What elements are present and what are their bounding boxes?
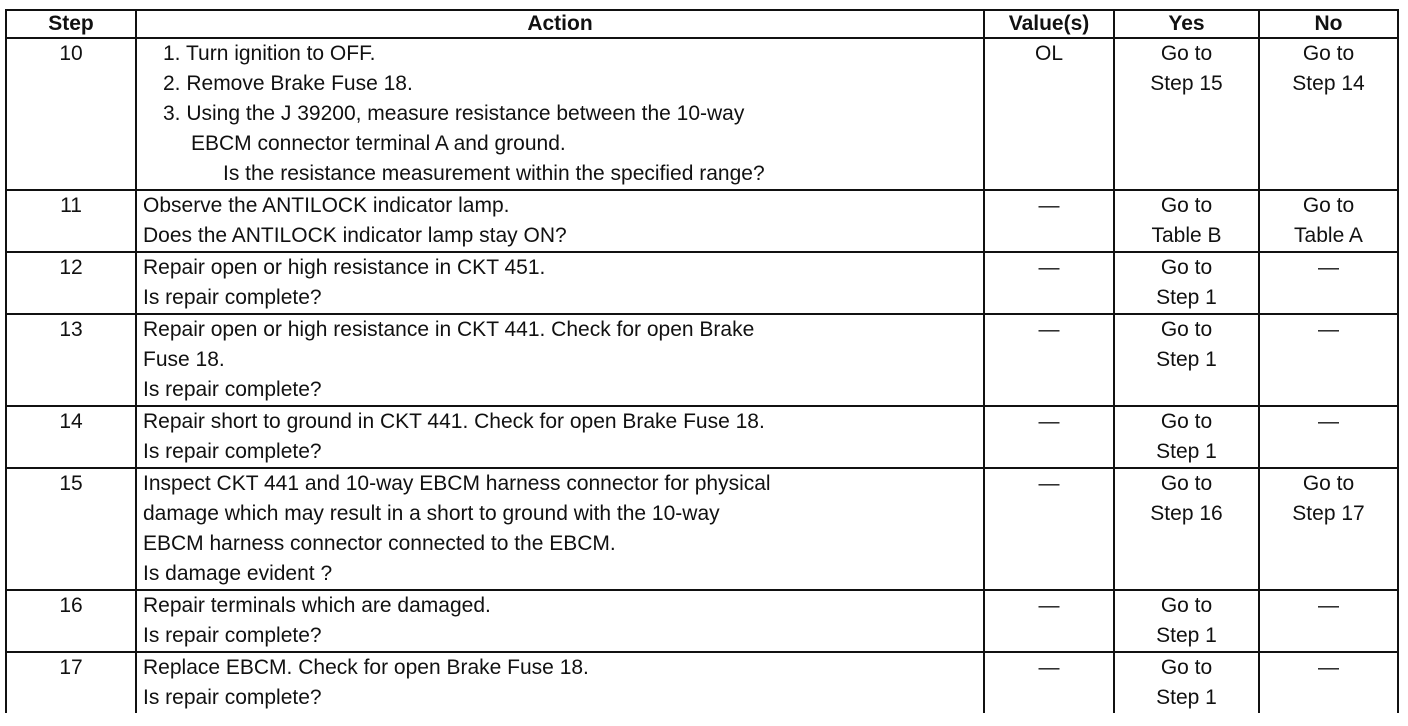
action-cell	[136, 590, 984, 652]
yes-line: Go to	[1160, 656, 1213, 679]
no-cell	[1259, 252, 1398, 314]
action-cell	[136, 314, 984, 406]
yes-line: Step 1	[1156, 440, 1217, 463]
step-number: 16	[6, 590, 136, 652]
yes-line: Go to	[1160, 410, 1213, 433]
action-line: Is repair complete?	[143, 378, 322, 401]
yes-cell	[1114, 652, 1259, 713]
step-number: 13	[6, 314, 136, 406]
table-row	[6, 406, 1398, 468]
header-no: No	[1259, 10, 1398, 38]
yes-line: Go to	[1160, 318, 1213, 341]
action-line: Is repair complete?	[143, 686, 322, 709]
action-line: Is the resistance measurement within the specified range?	[223, 162, 765, 185]
action-line: Repair open or high resistance in CKT 451.	[143, 256, 546, 279]
no-cell	[1259, 314, 1398, 406]
action-line: Repair open or high resistance in CKT 441. Check for open Brake	[143, 318, 755, 341]
step-number: 15	[6, 468, 136, 590]
value-cell: OL	[984, 38, 1114, 190]
yes-line: Table B	[1151, 224, 1222, 247]
action-line: 3. Using the J 39200, measure resistance between the 10-way	[163, 102, 745, 125]
no-line: —	[1318, 656, 1339, 679]
no-cell	[1259, 468, 1398, 590]
header-step: Step	[6, 10, 136, 38]
yes-cell	[1114, 252, 1259, 314]
yes-cell	[1114, 468, 1259, 590]
header-row	[6, 10, 1398, 38]
header-yes: Yes	[1114, 10, 1259, 38]
action-line: damage which may result in a short to ground with the 10-way	[143, 502, 720, 525]
action-line: Inspect CKT 441 and 10-way EBCM harness connector for physical	[143, 472, 771, 495]
action-line: EBCM harness connector connected to the EBCM.	[143, 532, 616, 555]
action-line: Repair short to ground in CKT 441. Check for open Brake Fuse 18.	[143, 410, 765, 433]
table-row	[6, 652, 1398, 713]
table-row	[6, 38, 1398, 190]
no-cell	[1259, 38, 1398, 190]
action-line: EBCM connector terminal A and ground.	[191, 132, 566, 155]
no-cell	[1259, 652, 1398, 713]
action-cell	[136, 406, 984, 468]
yes-cell	[1114, 190, 1259, 252]
yes-line: Step 1	[1156, 348, 1217, 371]
yes-line: Go to	[1160, 194, 1213, 217]
table-row	[6, 252, 1398, 314]
yes-line: Step 1	[1156, 624, 1217, 647]
no-line: —	[1318, 256, 1339, 279]
action-line: 1. Turn ignition to OFF.	[163, 42, 376, 65]
yes-line: Step 16	[1150, 502, 1223, 525]
yes-cell	[1114, 590, 1259, 652]
action-cell	[136, 252, 984, 314]
value-cell: —	[984, 652, 1114, 713]
step-number: 17	[6, 652, 136, 713]
diagnostic-table	[5, 9, 1399, 713]
no-cell	[1259, 590, 1398, 652]
no-line: Go to	[1302, 472, 1355, 495]
no-line: Table A	[1294, 224, 1363, 247]
yes-cell	[1114, 406, 1259, 468]
action-line: Is damage evident ?	[143, 562, 333, 585]
yes-line: Step 15	[1150, 72, 1223, 95]
step-number: 14	[6, 406, 136, 468]
no-cell	[1259, 406, 1398, 468]
step-number: 12	[6, 252, 136, 314]
action-line: Is repair complete?	[143, 440, 322, 463]
table-row	[6, 190, 1398, 252]
yes-line: Go to	[1160, 472, 1213, 495]
value-cell: —	[984, 190, 1114, 252]
value-cell: —	[984, 252, 1114, 314]
no-line: —	[1318, 410, 1339, 433]
yes-line: Go to	[1160, 594, 1213, 617]
action-cell	[136, 38, 984, 190]
action-cell	[136, 190, 984, 252]
step-number: 10	[6, 38, 136, 190]
action-line: Does the ANTILOCK indicator lamp stay ON?	[143, 224, 567, 247]
no-line: —	[1318, 594, 1339, 617]
yes-line: Go to	[1160, 256, 1213, 279]
yes-line: Go to	[1160, 42, 1213, 65]
yes-line: Step 1	[1156, 686, 1217, 709]
no-line: —	[1318, 318, 1339, 341]
action-line: Observe the ANTILOCK indicator lamp.	[143, 194, 510, 217]
action-line: Is repair complete?	[143, 624, 322, 647]
step-number: 11	[6, 190, 136, 252]
yes-line: Step 1	[1156, 286, 1217, 309]
action-cell	[136, 468, 984, 590]
value-cell: —	[984, 590, 1114, 652]
action-line: Fuse 18.	[143, 348, 225, 371]
no-cell	[1259, 190, 1398, 252]
no-line: Go to	[1302, 194, 1355, 217]
action-line: Repair terminals which are damaged.	[143, 594, 491, 617]
no-line: Step 17	[1292, 502, 1365, 525]
table-row	[6, 314, 1398, 406]
no-line: Step 14	[1292, 72, 1365, 95]
value-cell: —	[984, 314, 1114, 406]
header-action: Action	[136, 10, 984, 38]
yes-cell	[1114, 38, 1259, 190]
no-line: Go to	[1302, 42, 1355, 65]
action-line: Is repair complete?	[143, 286, 322, 309]
table-row	[6, 468, 1398, 590]
action-line: Replace EBCM. Check for open Brake Fuse 18.	[143, 656, 589, 679]
header-values: Value(s)	[984, 10, 1114, 38]
value-cell: —	[984, 406, 1114, 468]
value-cell: —	[984, 468, 1114, 590]
table-row	[6, 590, 1398, 652]
action-cell	[136, 652, 984, 713]
yes-cell	[1114, 314, 1259, 406]
action-line: 2. Remove Brake Fuse 18.	[163, 72, 413, 95]
